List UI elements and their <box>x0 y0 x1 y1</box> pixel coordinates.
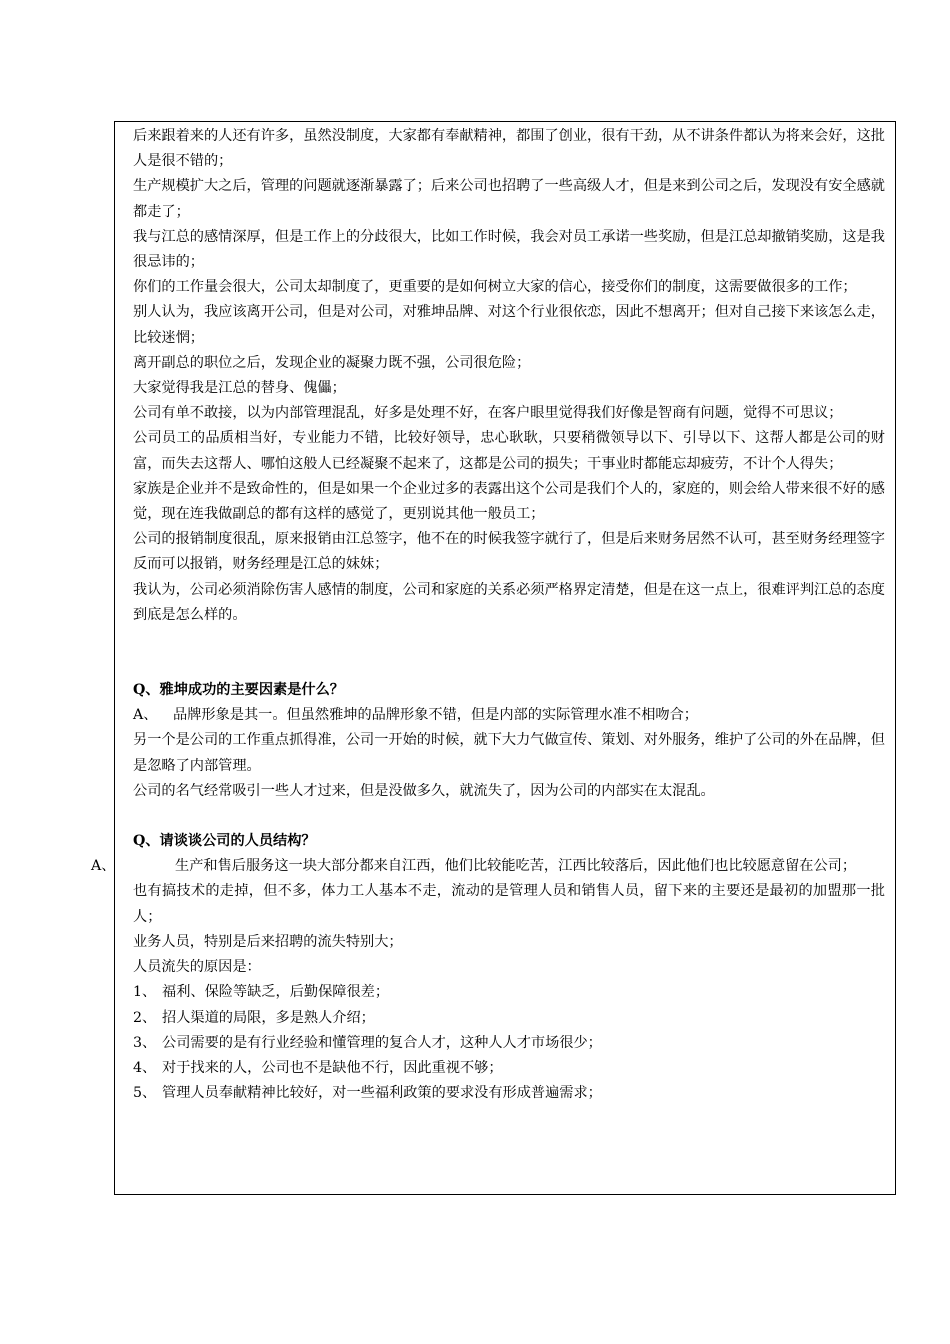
paragraph: 生产规模扩大之后，管理的问题就逐渐暴露了；后来公司也招聘了一些高级人才，但是来到公司之后，发现没有安全感就都走了； <box>133 178 885 220</box>
list-item <box>133 980 885 1005</box>
question-heading: Q、请谈谈公司的人员结构？ <box>133 833 316 850</box>
paragraph: 公司有单不敢接，以为内部管理混乱，好多是处理不好，在客户眼里觉得我们好像是智商有问题，觉得不可思议； <box>133 405 843 422</box>
answer-first-line <box>91 854 885 879</box>
paragraph: 公司的报销制度很乱，原来报销由江总签字，他不在的时候我签字就行了，但是后来财务居然不认可，甚至财务经理签字反而可以报销，财务经理是江总的妹妹； <box>133 531 885 573</box>
list-number: 3、 <box>133 1034 157 1051</box>
list-item <box>133 1081 885 1106</box>
list-text: 管理人员奉献精神比较好，对一些福利政策的要求没有形成普遍需求； <box>162 1085 602 1102</box>
list-text: 招人渠道的局限，多是熟人介绍； <box>162 1009 375 1026</box>
paragraph: 业务人员，特别是后来招聘的流失特别大； <box>133 933 403 950</box>
paragraph: 离开副总的职位之后，发现企业的凝聚力既不强，公司很危险； <box>133 354 531 371</box>
list-item <box>133 1031 885 1056</box>
list-number: 1、 <box>133 984 157 1001</box>
paragraph: 大家觉得我是江总的替身、傀儡； <box>133 380 346 397</box>
list-text: 对于找来的人，公司也不是缺他不行，因此重视不够； <box>162 1059 503 1076</box>
answer-prefix: A、 <box>133 707 158 724</box>
list-text: 公司需要的是有行业经验和懂管理的复合人才，这种人人才市场很少； <box>162 1034 602 1051</box>
list-item <box>133 1006 885 1031</box>
paragraph: 也有搞技术的走掉，但不多，体力工人基本不走，流动的是管理人员和销售人员，留下来的主要还是最初的加盟那一批人； <box>133 883 885 925</box>
answer-text: 生产和售后服务这一块大部分都来自江西，他们比较能吃苦，江西比较落后，因此他们也比较愿意留在公司； <box>175 858 857 875</box>
paragraph: 家族是企业并不是致命性的，但是如果一个企业过多的表露出这个公司是我们个人的，家庭的，则会给人带来很不好的感觉，现在连我做副总的都有这样的感觉了，更别说其他一般员工； <box>133 480 885 523</box>
answer-prefix: A、 <box>91 858 116 875</box>
paragraph: 公司的名气经常吸引一些人才过来，但是没做多久，就流失了，因为公司的内部实在太混乱。 <box>133 782 715 799</box>
list-number: 4、 <box>133 1059 157 1076</box>
list-number: 2、 <box>133 1009 157 1026</box>
paragraph: 我与江总的感情深厚，但是工作上的分歧很大，比如工作时候，我会对员工承诺一些奖励，但是江总却撤销奖励，这是我很忌讳的； <box>133 228 885 271</box>
answer-first-line <box>133 703 885 728</box>
list-text: 福利、保险等缺乏，后勤保障很差； <box>162 984 390 1001</box>
paragraph: 人员流失的原因是： <box>133 959 261 976</box>
paragraph: 后来跟着来的人还有许多，虽然没制度，大家都有奉献精神，都围了创业，很有干劲，从不讲条件都认为将来会好，这批人是很不错的； <box>133 128 885 170</box>
paragraph: 你们的工作量会很大，公司太却制度了，更重要的是如何树立大家的信心，接受你们的制度，这需要做很多的工作； <box>133 279 857 296</box>
question-heading: Q、雅坤成功的主要因素是什么？ <box>133 682 344 699</box>
document-body <box>91 124 885 1106</box>
paragraph: 别人认为，我应该离开公司，但是对公司，对雅坤品牌、对这个行业很依恋，因此不想离开；但对自己接下来该怎么走，比较迷惘； <box>133 304 885 346</box>
paragraph: 另一个是公司的工作重点抓得准，公司一开始的时候，就下大力气做宣传、策划、对外服务，维护了公司的外在品牌，但是忽略了内部管理。 <box>133 732 885 774</box>
list-item <box>133 1056 885 1081</box>
paragraph: 公司员工的品质相当好，专业能力不错，比较好领导，忠心耿耿，只要稍微领导以下、引导以下、这帮人都是公司的财富，而失去这帮人、哪怕这般人已经凝聚不起来了，这都是公司的损失；干事业时都能忘却疲劳，不计个人得失； <box>133 430 885 472</box>
list-number: 5、 <box>133 1085 157 1102</box>
answer-text: 品牌形象是其一。但虽然雅坤的品牌形象不错，但是内部的实际管理水准不相吻合； <box>173 707 698 724</box>
paragraph: 我认为，公司必须消除伤害人感情的制度，公司和家庭的关系必须严格界定清楚，但是在这一点上，很难评判江总的态度到底是怎么样的。 <box>133 581 885 623</box>
